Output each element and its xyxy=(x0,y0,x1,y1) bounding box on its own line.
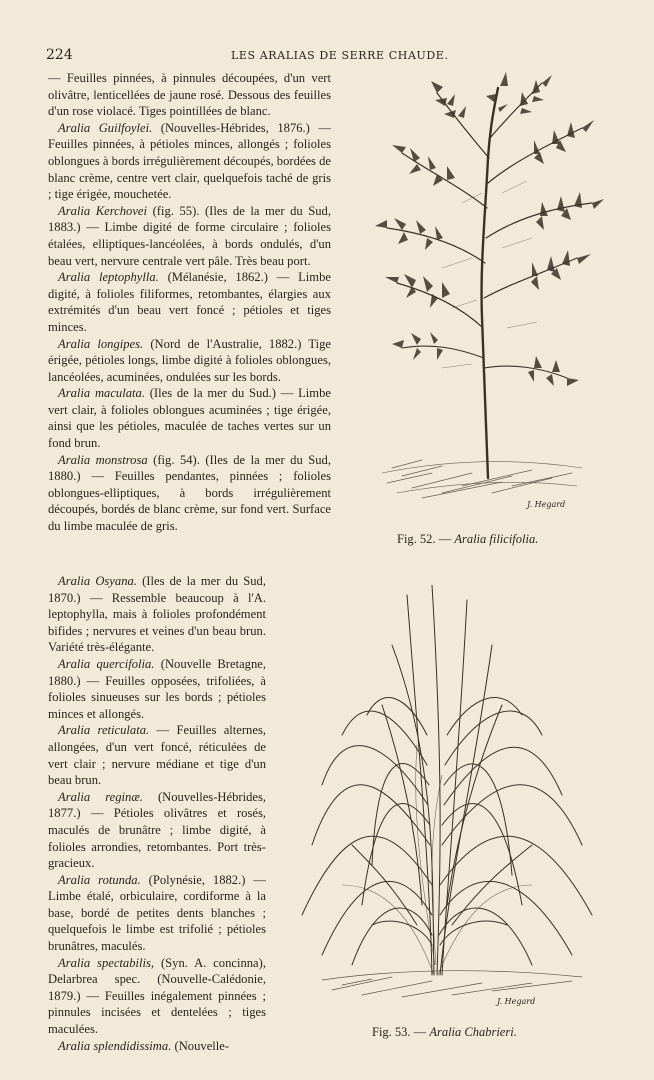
figure-caption-52 xyxy=(397,532,538,547)
entry-paragraph: Aralia rotunda. (Polynésie, 1882.) — Limbe étalé, orbiculaire, cordiforme à la base, bordé de petites dents blanches ; quelquefois le limbe est trifolié ; pétioles brunâtres, maculés. xyxy=(48,872,266,954)
species-name: Aralia leptophylla. xyxy=(58,270,159,285)
caption-label: Fig. 52. — xyxy=(397,532,452,546)
running-head: LES ARALIAS DE SERRE CHAUDE. xyxy=(231,49,449,62)
entry-paragraph: Aralia spectabilis, (Syn. A. concinna), Delarbrea spec. (Nouvelle-Calédonie, 1879.) — Feuilles inégalement pinnées ; pinnules incisées et dentelées ; tiges maculées. xyxy=(48,955,266,1037)
entry-paragraph: Aralia reginæ. (Nouvelles-Hébrides, 1877.) — Pétioles olivâtres et rosés, maculés de brunâtre ; limbe digité, à folioles arrondies, retombantes. Port très-gracieux. xyxy=(48,789,266,871)
text-column-wide xyxy=(48,70,331,535)
entry-paragraph: Aralia splendidissima. (Nouvelle- xyxy=(58,1038,230,1053)
species-name: Aralia rotunda. xyxy=(58,872,141,887)
entry-paragraph: Aralia maculata. (Iles de la mer du Sud.) — Limbe vert clair, à folioles oblongues acuminées ; tige érigée, ainsi que les pétioles, maculée de taches vertes sur un fond brun. xyxy=(48,386,331,451)
entry-paragraph: — Feuilles pinnées, à pinnules découpées, d'un vert olivâtre, lenticellées de jaune rosé. Dessous des feuilles d'un rose violacé. Tiges pointillées de blanc. xyxy=(48,71,331,119)
figure-aralia-chabrieri xyxy=(282,585,612,1015)
species-name: Aralia Osyana. xyxy=(58,574,137,588)
plant-illustration-chabrieri xyxy=(282,585,612,1015)
caption-species: Aralia Chabrieri. xyxy=(429,1025,517,1039)
species-name: Aralia reginæ. xyxy=(58,789,143,804)
species-name: Aralia Guilfoylei. xyxy=(58,120,153,135)
entry-paragraph: Aralia quercifolia. (Nouvelle Bretagne, 1880.) — Feuilles opposées, trifoliées, à folioles sinueuses sur les bords ; pétioles minces et allongés. xyxy=(48,656,267,721)
caption-species: Aralia filicifolia. xyxy=(454,532,539,546)
plant-illustration-filicifolia xyxy=(342,68,612,528)
figure-caption-53 xyxy=(372,1025,517,1040)
species-name: Aralia splendidissima. xyxy=(58,1038,172,1053)
page-header xyxy=(46,47,614,63)
page-number: 224 xyxy=(46,47,73,63)
artist-signature: J. Hegard xyxy=(497,997,536,1006)
species-name: Aralia spectabilis, xyxy=(58,955,155,970)
species-name: Aralia longipes. xyxy=(58,336,144,351)
entry-paragraph: Aralia leptophylla. (Mélanésie, 1862.) — Limbe digité, à folioles filiformes, retombantes, élargies aux extrémités d'un beau vert foncé ; pétioles et tiges minces. xyxy=(48,270,331,334)
species-name: Aralia maculata. xyxy=(58,386,145,401)
entry-paragraph: Aralia longipes. (Nord de l'Australie, 1882.) Tige érigée, pétioles longs, limbe digité à folioles oblongues, lancéolées, acuminées, ondulées sur les bords. xyxy=(48,336,331,384)
entry-paragraph: Aralia Kerchovei (fig. 55). (Iles de la mer du Sud, 1883.) — Limbe digité de forme circulaire ; folioles étalées, elliptiques-lancéolées, à bords ondulés, d'un beau vert, nervure centrale vert pâle. Très beau port. xyxy=(48,203,331,268)
species-name: Aralia quercifolia. xyxy=(58,656,155,671)
species-name: Aralia reticulata. xyxy=(58,723,150,738)
species-name: Aralia monstrosa xyxy=(58,452,148,467)
artist-signature: J. Hegard xyxy=(527,500,566,509)
entry-paragraph: Aralia Osyana. (Iles de la mer du Sud, 1870.) — Ressemble beaucoup à l'A. leptophylla, mais à folioles profondément bifides ; nervures et veines d'un beau brun. Variété très-élégante. xyxy=(48,574,267,655)
text-column-narrow xyxy=(48,573,266,1054)
entry-paragraph: Aralia reticulata. — Feuilles alternes, allongées, d'un vert foncé, réticulées de vert clair ; nervure médiane et tige d'un beau brun. xyxy=(48,723,266,788)
entry-paragraph: Aralia monstrosa (fig. 54). (Iles de la mer du Sud, 1880.) — Feuilles pendantes, pinnées ; folioles oblongues-elliptiques, à bords irrégulièrement découpés, bordés de blanc crème, sur fond vert. Surface du limbe maculée de gris. xyxy=(48,452,331,534)
entry-paragraph: Aralia Guilfoylei. (Nouvelles-Hébrides, 1876.) — Feuilles pinnées, à pétioles minces, allongés ; folioles oblongues à bords irrégulièrement découpés, bordées de blanc crème, centre vert clair, quelquefois taché de gris ; tige érigée, mouchetée. xyxy=(48,120,331,202)
figure-aralia-filicifolia xyxy=(342,68,612,528)
species-name: Aralia Kerchovei xyxy=(58,203,148,218)
caption-label: Fig. 53. — xyxy=(372,1025,427,1039)
